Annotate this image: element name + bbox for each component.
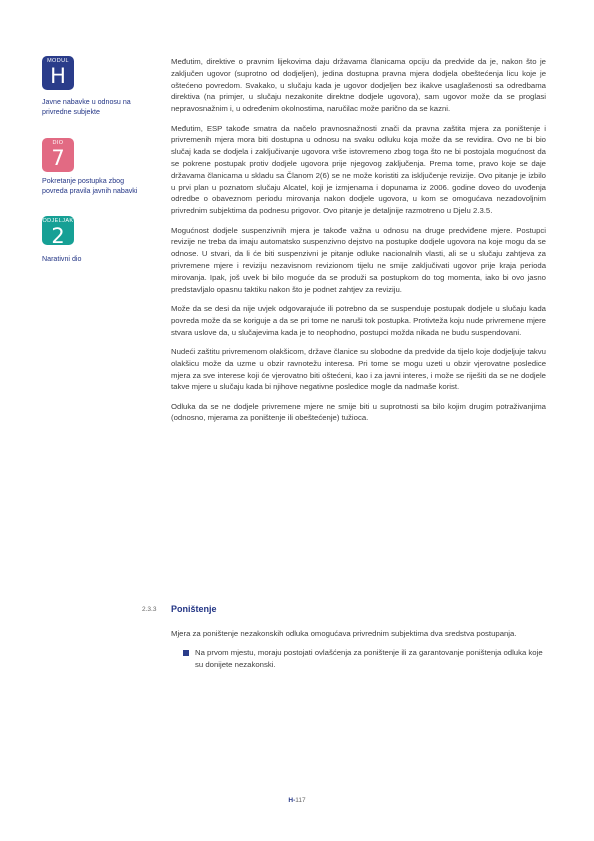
odjeljak-badge: [42, 216, 74, 248]
modul-label: MODUL: [47, 58, 69, 64]
page-footer: [0, 797, 594, 804]
paragraph: Međutim, ESP takođe smatra da načelo pravnosnažnosti znači da pravna zaštita mjera za poništenje i privremenih mjera mora biti dostupna u odnosu na svaku odluku koja može da se revidira. Ovo ne bi bio slučaj kada se dodjela i zaključivanje ugovora vrše istovremeno zbog toga što ne bi postojala mogućnost da se pokrene postupak protiv dodjele ugovora prije njegovog zaključenja. Prema tome, pravo koje se daje državama članicama u skladu sa Članom 2(6) se ne može koristiti za isključenje revizije. Ovo pitanje je izbilo u prvi plan u poznatom slučaju Alcatel, koji je izmjenama i dopunama iz 2006. godine doveo do uvođenja odredbe o obaveznom periodu mirovanja nakon dodjele ugovora, u kom se omogućava nezadovoljnim privrednim subjektima da podnesu prigovor. Ovo pitanje je detaljnije razmotreno u Djelu 2.3.5.: [171, 123, 546, 216]
dio-badge: [42, 138, 74, 172]
paragraph: Međutim, direktive o pravnim lijekovima daju državama članicama opciju da predvide da je, nakon što je zaključen ugovor (suprotno od dodjeljen), jedina dostupna pravna mjera dodjela obeštećenja licu koje je oštećeno povredom. Svakako, u slučaju kada je ugovor dodjeljen bez ikakve usaglašenosti sa odredbama direktiva (na primjer, u slučaju nezakonite direktne dodjele ugovora), sam ugovor može da se proglasi nepravosnažnim i, u određenim okolnostima, naručilac može parično da se kazni.: [171, 57, 546, 114]
main-text: [171, 56, 546, 432]
bullet-item: [171, 647, 546, 671]
dio-value: 7: [51, 146, 65, 170]
bullet-text: Na prvom mjestu, moraju postojati ovlašćenja za poništenje ili za garantovanje poništenja odluka koje su donijete nezakonski.: [195, 647, 543, 669]
section-body: [171, 628, 546, 670]
paragraph: Odluka da se ne dodjele privremene mjere ne smije biti u suprotnosti sa bilo kojim drugim potraživanjima (odnosno, mjerama za poništenje ili obeštećenje) tužioca.: [171, 401, 546, 423]
section-number: 2.3.3: [142, 606, 157, 613]
dio-label: DIO: [52, 140, 64, 146]
odjeljak-label: ODJELJAK: [42, 218, 74, 224]
square-bullet-icon: [183, 650, 189, 656]
section-title: Poništenje: [171, 604, 217, 614]
paragraph: Mogućnost dodjele suspenzivnih mjera je takođe važna u odnosu na druge predviđene mjere. Postupci revizije ne treba da imaju automatsko suspenzivno dejstvo na postupke dodjele ugovora na koje mogu da se odnose. U stvari, da li će biti suspenzivni je pitanje odluke nacionalnih vlasti, ali se u slučaju zahtjeva za privremene mjere i reviziju nezavisnom revizionom tijelu ne smije zaključivati ugovor prije kraja perioda mirovanja. Ipak, još uvek bi bilo moguće da se produži sa postupkom do tog momenta, iako bi ovo jasno predstavljalo opasnu taktiku nakon što je podnet zahtjev za reviziju.: [171, 225, 546, 294]
page-number: 117: [295, 797, 306, 804]
odjeljak-caption: Narativni dio: [42, 255, 82, 263]
modul-badge: [42, 56, 74, 90]
modul-caption: Javne nabavke u odnosu na privredne subjekte: [42, 98, 131, 117]
paragraph: Može da se desi da nije uvjek odgovarajuće ili potrebno da se suspenduje postupak dodjele u slučaju kada povreda može da se koriguje a da se pri tome ne naruši tok postupka. Protivteža koju nude privremene mjere stvara uslove da, u slučajevima kada je to neophodno, postupci možda nikada ne budu suspendovani.: [171, 303, 546, 337]
dio-caption: Pokretanje postupka zbog povreda pravila javnih nabavki: [42, 177, 138, 196]
footer-prefix: H-: [288, 797, 296, 804]
paragraph: Nudeći zaštitu privremenom olakšicom, države članice su slobodne da predvide da tijelo koje dodjeljuje takvu olakšicu može da uzme u obzir ravnotežu interesa. Pri tome se mogu uzeti u obzir vjerovatne posledice mjera za sve interese koji će vjerovatno biti oštećeni, kao i za javni interes, i može se riješiti da se ne dodjele takve mjere u slučaju kada bi njihove negativne posledice mogle da nadmaše korist.: [171, 346, 546, 392]
odjeljak-value: 2: [51, 224, 65, 248]
section-intro: Mjera za poništenje nezakonskih odluka omogućava privrednim subjektima dva sredstva postupanja.: [171, 629, 517, 638]
section-heading: [142, 604, 542, 618]
modul-value: H: [50, 64, 66, 88]
